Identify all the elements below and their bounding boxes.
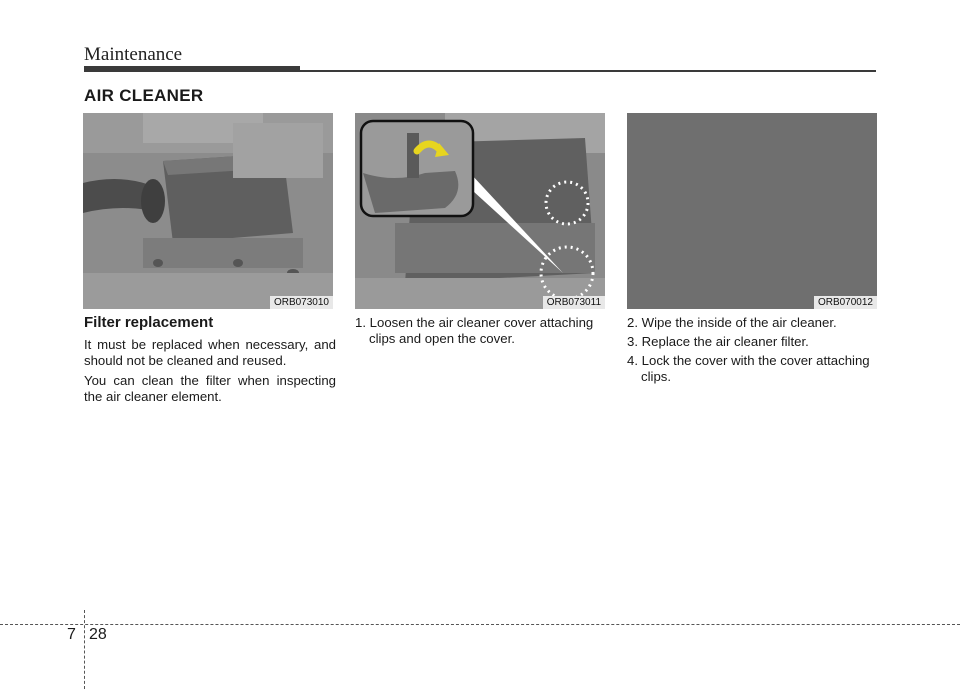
procedure-step: 1. Loosen the air cleaner cover attaching clips and open the cover. (355, 315, 594, 346)
procedure-step: 2. Wipe the inside of the air cleaner. (627, 315, 837, 330)
header-rule-thick (84, 66, 300, 72)
figure-code-label: ORB073011 (543, 296, 605, 309)
figure-code-label: ORB073010 (270, 296, 333, 309)
cover-clip-illustration (355, 113, 605, 309)
header-rule-thin (300, 70, 876, 72)
figure-air-cleaner-engine-bay (83, 113, 333, 309)
footer-vertical-divider (84, 610, 85, 689)
subsection-title: Filter replacement (84, 314, 214, 331)
procedure-step: 4. Lock the cover with the cover attaching clips. (627, 353, 870, 384)
paragraph: You can clean the filter when inspecting the air cleaner element. (84, 373, 336, 404)
page-number: 28 (89, 626, 107, 643)
page-header-title: Maintenance (84, 44, 183, 65)
figure-cover-clip-detail (355, 113, 605, 309)
chapter-number: 7 (67, 626, 76, 643)
figure-air-cleaner-inside (627, 113, 877, 309)
text-column-1 (84, 315, 336, 409)
text-column-3 (627, 315, 879, 388)
footer-divider (0, 624, 960, 625)
figure-code-label: ORB070012 (814, 296, 877, 309)
text-column-2 (355, 315, 607, 350)
procedure-step: 3. Replace the air cleaner filter. (627, 334, 809, 349)
paragraph: It must be replaced when necessary, and should not be cleaned and reused. (84, 337, 336, 368)
engine-bay-illustration (83, 113, 333, 309)
section-title: AIR CLEANER (84, 86, 204, 105)
